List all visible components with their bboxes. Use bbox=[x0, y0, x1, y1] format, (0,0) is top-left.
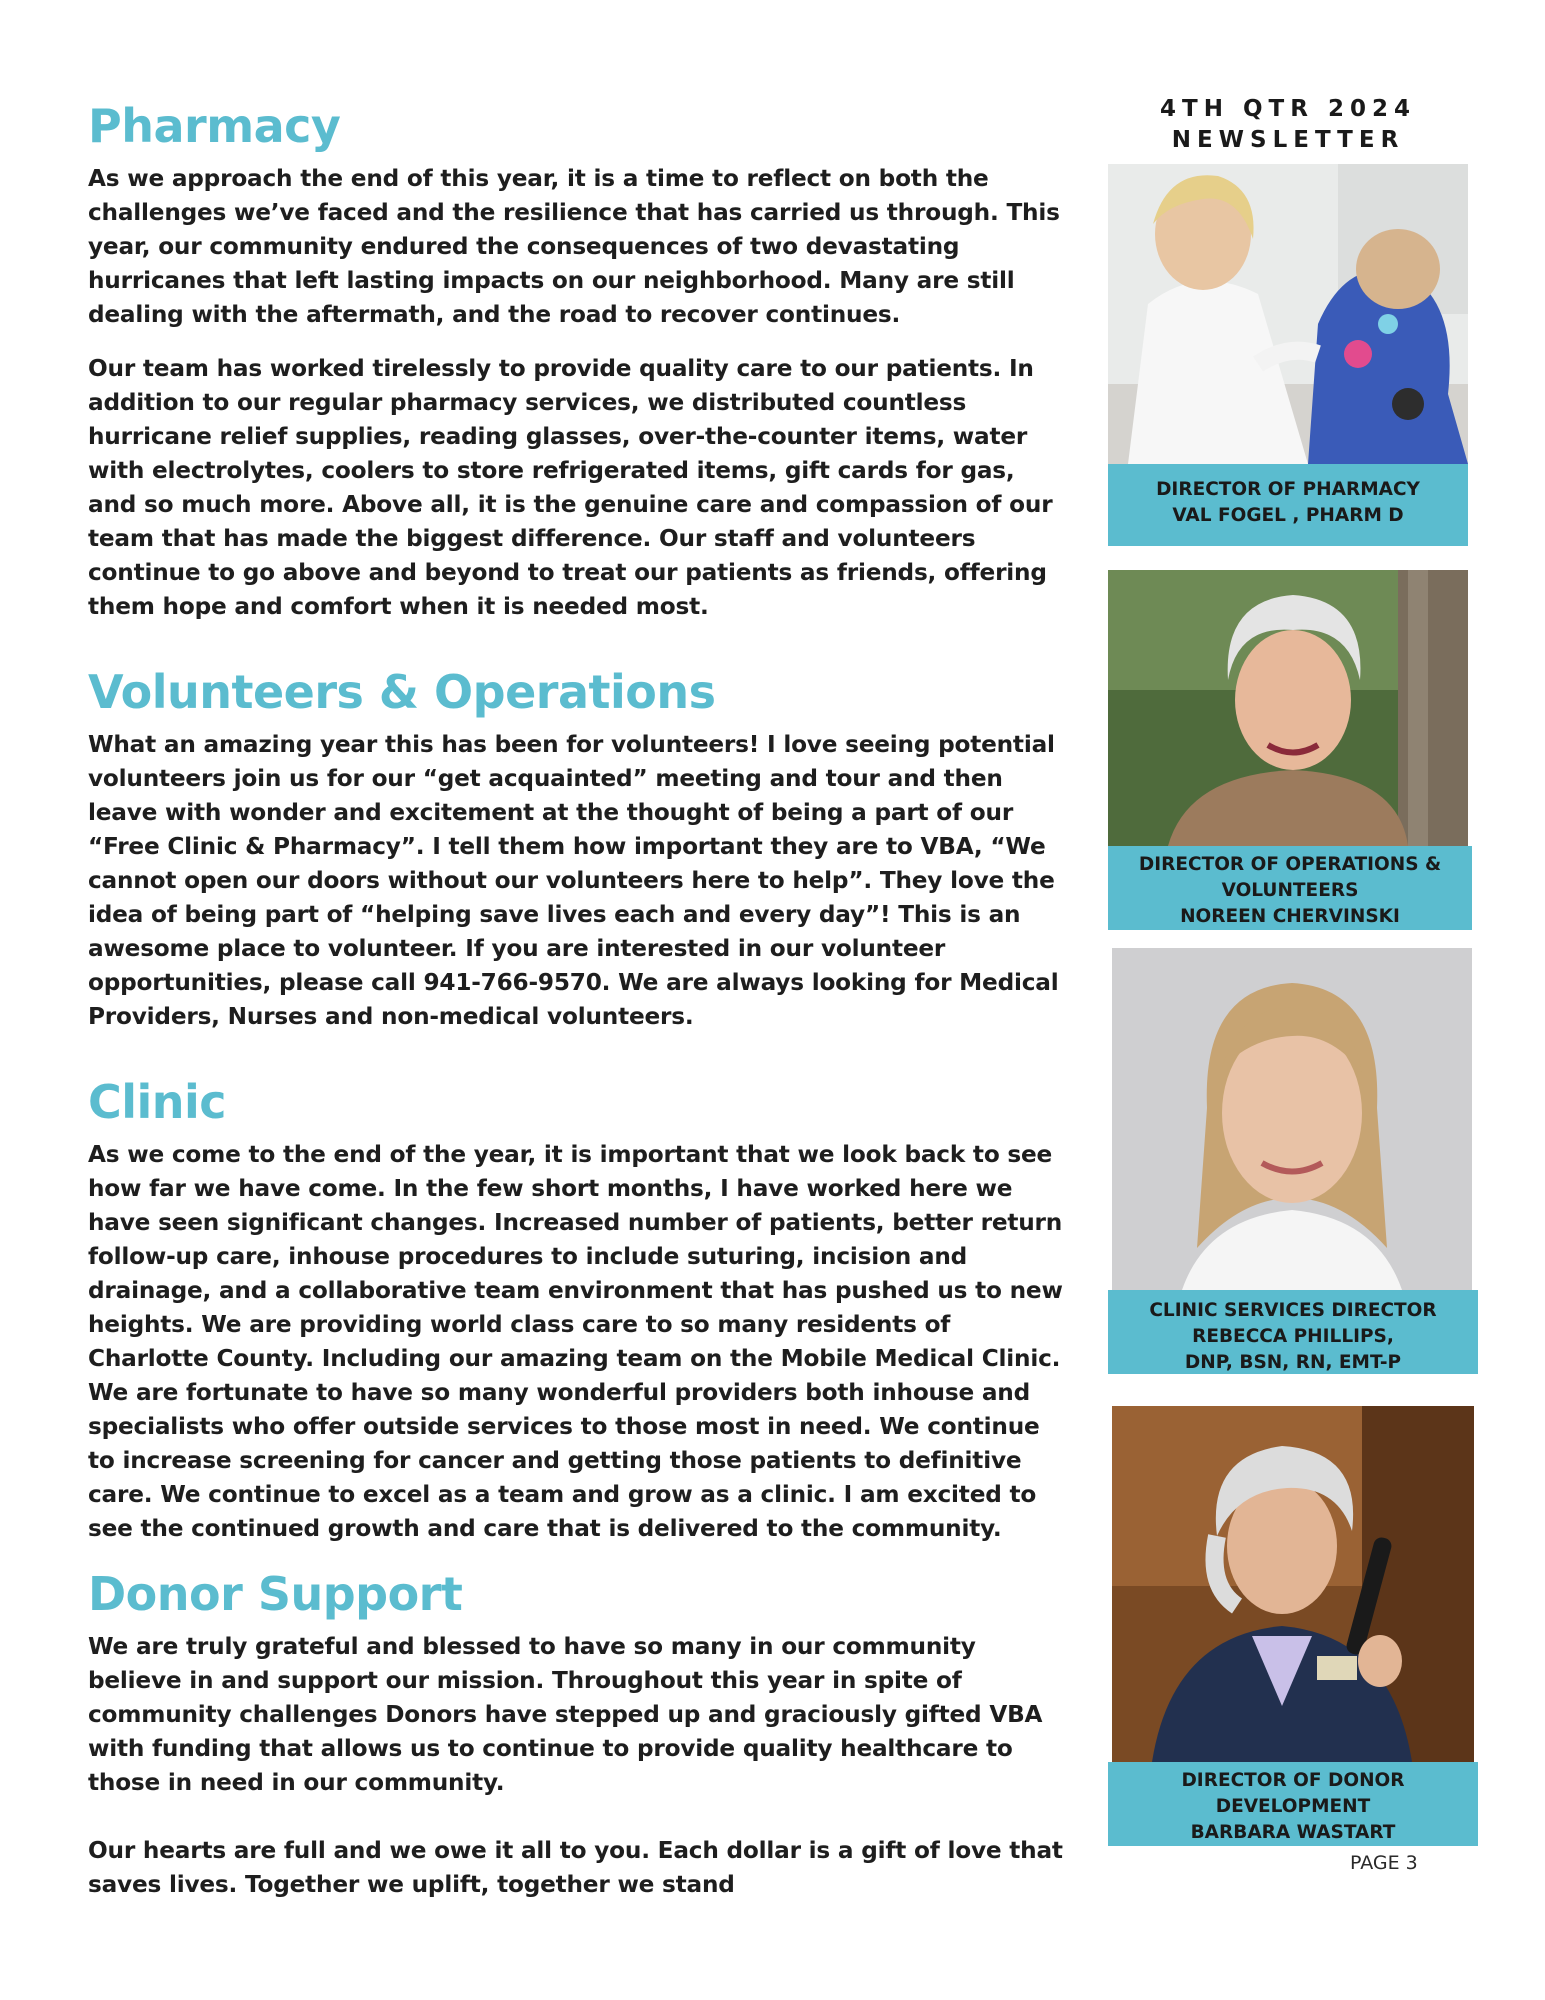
section-title-pharmacy: Pharmacy bbox=[88, 99, 341, 153]
section-title-clinic: Clinic bbox=[88, 1075, 227, 1129]
donor-paragraph-2: Our hearts are full and we owe it all to you. Each dollar is a gift of love that saves lives. Together we uplift, together we stand bbox=[88, 1837, 1063, 1898]
photo-clinic-director bbox=[1112, 948, 1472, 1290]
newsletter-label: 4TH QTR 2024 NEWSLETTER bbox=[1160, 96, 1416, 153]
clinic-paragraph-1: As we come to the end of the year, it is important that we look back to see how far we have come. In the few short months, I have worked here we have seen significant changes. Increased number of patients, better return follow-up care, inhouse procedures to include suturing, incision and drainage, and a collaborative team environment that has pushed us to new heights. We are providing world class care to so many residents of Charlotte County. Including our amazing team on the Mobile Medical Clinic. We are fortunate to have so many wonderful providers both inhouse and specialists who offer outside services to those most in need. We continue to increase screening for cancer and getting those patients to definitive care. We continue to excel as a team and grow as a clinic. I am excited to see the continued growth and care that is delivered to the community. bbox=[88, 1141, 1063, 1542]
caption-pharmacy-director: DIRECTOR OF PHARMACY VAL FOGEL , PHARM D bbox=[1108, 464, 1468, 546]
volunteers-paragraph-1: What an amazing year this has been for volunteers! I love seeing potential volunteers join us for our “get acquainted” meeting and tour and then leave with wonder and excitement at the thought of being a part of our “Free Clinic & Pharmacy”. I tell them how important they are to VBA, “We cannot open our doors without our volunteers here to help”. They love the idea of being part of “helping save lives each and every day”! This is an awesome place to volunteer. If you are interested in our volunteer opportunities, please call 941-766-9570. We are always looking for Medical Providers, Nurses and non-medical volunteers. bbox=[88, 731, 1059, 1030]
caption-donor-director: DIRECTOR OF DONOR DEVELOPMENT BARBARA WASTART bbox=[1108, 1762, 1478, 1846]
caption-operations-director: DIRECTOR OF OPERATIONS & VOLUNTEERS NOREEN CHERVINSKI bbox=[1108, 846, 1472, 930]
donor-paragraph-1: We are truly grateful and blessed to have so many in our community believe in and support our mission. Throughout this year in spite of community challenges Donors have stepped up and graciously gifted VBA with funding that allows us to continue to provide quality healthcare to those in need in our community. bbox=[88, 1633, 1043, 1796]
section-title-volunteers: Volunteers & Operations bbox=[88, 665, 716, 719]
main-column bbox=[88, 98, 1068, 1922]
photo-pharmacy-director bbox=[1108, 164, 1468, 464]
pharmacy-paragraph-2: Our team has worked tirelessly to provide quality care to our patients. In addition to our regular pharmacy services, we distributed countless hurricane relief supplies, reading glasses, over-the-counter items, water with electrolytes, coolers to store refrigerated items, gift cards for gas, and so much more. Above all, it is the genuine care and compassion of our team that has made the biggest difference. Our staff and volunteers continue to go above and beyond to treat our patients as friends, offering them hope and comfort when it is needed most. bbox=[88, 355, 1053, 620]
pharmacy-paragraph-1: As we approach the end of this year, it is a time to reflect on both the challenges we’ve faced and the resilience that has carried us through. This year, our community endured the consequences of two devastating hurricanes that left lasting impacts on our neighborhood. Many are still dealing with the aftermath, and the road to recover continues. bbox=[88, 165, 1060, 328]
caption-clinic-director: CLINIC SERVICES DIRECTOR REBECCA PHILLIPS, DNP, BSN, RN, EMT-P bbox=[1108, 1290, 1478, 1374]
page-number: PAGE 3 bbox=[1350, 1852, 1418, 1874]
section-title-donor-support: Donor Support bbox=[88, 1567, 463, 1621]
photo-operations-director bbox=[1108, 570, 1468, 846]
photo-donor-director bbox=[1112, 1406, 1474, 1762]
